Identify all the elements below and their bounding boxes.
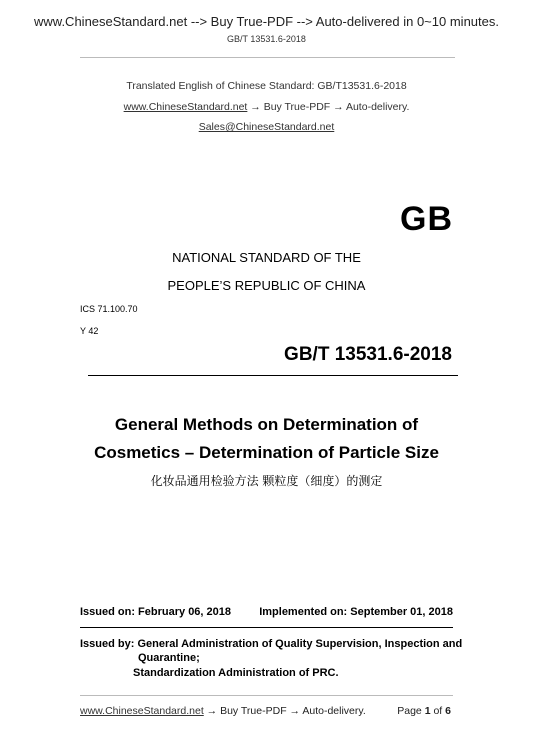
title-chinese: 化妆品通用检验方法 颗粒度（细度）的测定 (150, 474, 383, 488)
standard-number-divider (88, 375, 458, 376)
issuer-line3: Standardization Administration of PRC. (133, 667, 339, 679)
header-divider (80, 57, 455, 58)
page-label: Page (397, 705, 422, 717)
issued-date: Issued on: February 06, 2018 (80, 606, 232, 618)
gb-mark: GB (400, 200, 453, 238)
classification-code: Y 42 (80, 326, 99, 336)
page-total: 6 (445, 705, 451, 717)
header-standard-code: GB/T 13531.6-2018 (227, 34, 306, 44)
footer-site-line (80, 705, 366, 717)
footer-divider (80, 695, 453, 696)
national-standard-line2: PEOPLE’S REPUBLIC OF CHINA (167, 278, 366, 293)
page-indicator (397, 705, 451, 717)
site-suffix: → Buy True-PDF → Auto-delivery. (247, 101, 410, 113)
footer-site-suffix: → Buy True-PDF → Auto-delivery. (203, 705, 366, 717)
ics-code: ICS 71.100.70 (80, 304, 138, 314)
email-line (0, 121, 533, 133)
issuer-line2: Quarantine; (138, 652, 200, 664)
title-line1: General Methods on Determination of (114, 415, 419, 434)
issuer-line1: Issued by: General Administration of Quality Supervision, Inspection and (80, 638, 463, 650)
site-link[interactable]: www.ChineseStandard.net (123, 101, 248, 113)
title-line2: Cosmetics – Determination of Particle Size (94, 443, 439, 462)
header-banner: www.ChineseStandard.net --> Buy True-PDF --> Auto-delivered in 0~10 minutes. (34, 14, 499, 29)
translation-note: Translated English of Chinese Standard: GB/T13531.6-2018 (126, 80, 407, 92)
email-link[interactable]: Sales@ChineseStandard.net (198, 121, 335, 133)
national-standard-line1: NATIONAL STANDARD OF THE (172, 250, 361, 265)
page-of: of (433, 705, 443, 717)
footer-site-link[interactable]: www.ChineseStandard.net (80, 705, 204, 717)
page-current: 1 (424, 705, 431, 717)
translation-site-line (0, 101, 533, 113)
dates-divider (80, 627, 453, 628)
implemented-date: Implemented on: September 01, 2018 (259, 606, 453, 618)
standard-number: GB/T 13531.6-2018 (284, 344, 452, 365)
